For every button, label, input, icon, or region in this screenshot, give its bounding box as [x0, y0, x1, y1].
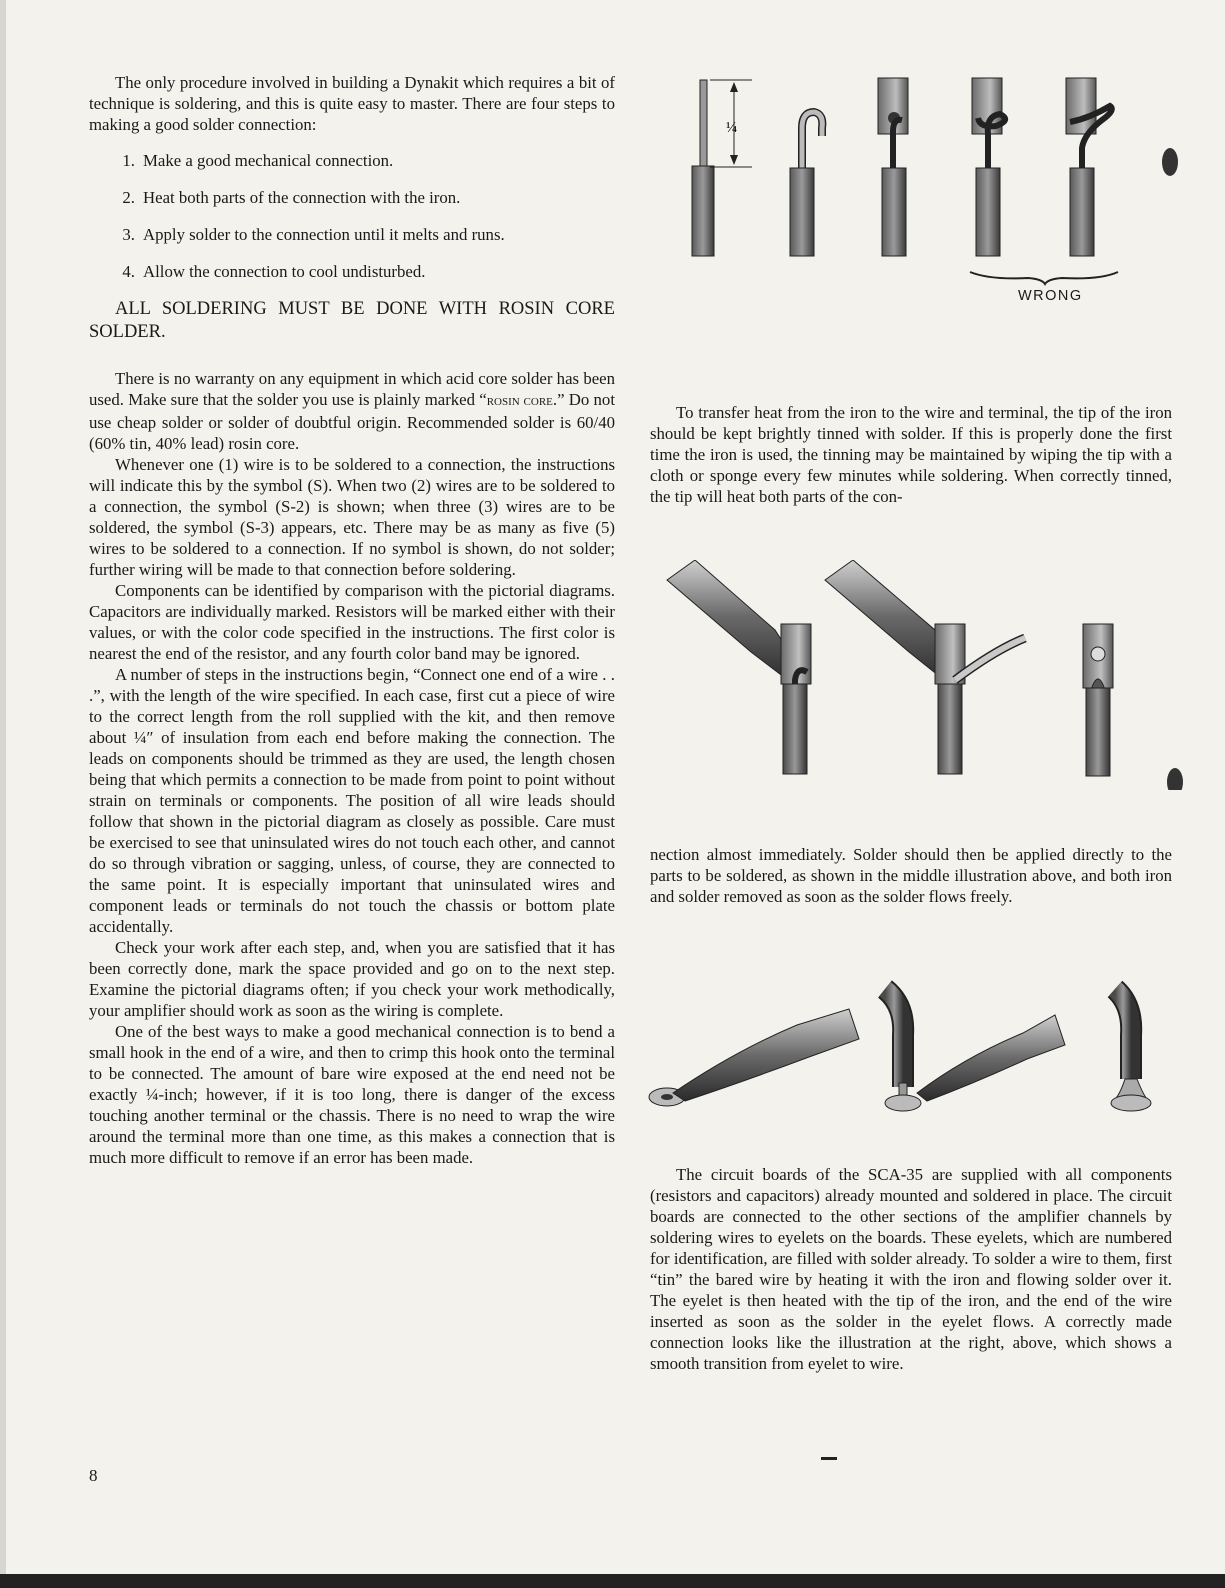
hook-connection-figure — [690, 70, 1210, 310]
wrapped-wire-terminal-icon — [972, 78, 1005, 256]
soldering-iron-icon — [667, 560, 811, 774]
warranty-paragraph: There is no warranty on any equipment in which acid core solder has been used. Make sure that the solder you use is plainly marked “rosin core.” Do not use cheap solder or solder of doubtful origin. Recommended solder is 60/40 (60% tin, 40% lead) rosin core. — [89, 369, 615, 453]
correct-hook-terminal-icon — [878, 78, 908, 256]
finished-joint-icon — [1083, 624, 1113, 776]
soldering-iron-with-solder-icon — [825, 560, 1025, 774]
wrong-label: WRONG — [1018, 288, 1083, 304]
hooked-wire-icon — [790, 112, 822, 256]
page-number: 8 — [89, 1466, 98, 1485]
scan-bottom-edge — [0, 1574, 1225, 1588]
eyelet-soldering-figure — [645, 975, 1165, 1125]
binder-hole-icon — [1167, 768, 1183, 790]
nection-paragraph: nection almost immediately. Solder should then be applied directly to the parts to be soldered, as shown in the middle illustration above, and both iron and solder removed as soon as the solder flows freely. — [650, 845, 1172, 906]
components-paragraph: Components can be identified by comparison with the pictorial diagrams. Capacitors are individually marked. Resistors will be marked either with their values, or with the color code specified in the instructions. The first color is nearest the end of the resistor, and any fourth color band may be ignored. — [89, 581, 615, 663]
circuit-boards-paragraph: The circuit boards of the SCA-35 are supplied with all components (resistors and capacitors) already mounted and soldered in place. The circuit boards are connected to the other sections of the amplifier channels by soldering wires to eyelets on the boards. These eyelets, which are numbered for identification, are filled with solder already. To solder a wire to them, first “tin” the bared wire by heating it with the iron and flowing solder over it. The eyelet is then heated with the tip of the iron, and the end of the wire inserted as soon as the solder in the eyelet flows. A correctly made connection looks like the illustration at the right, above, which shows a smooth transition from eyelet to wire. — [650, 1165, 1172, 1373]
page-edge — [0, 0, 6, 1588]
right-column-bottom — [650, 1164, 1172, 1374]
straight-wire-icon — [692, 80, 752, 256]
right-column-middle — [650, 844, 1172, 907]
completed-eyelet-joint-icon — [1111, 989, 1151, 1111]
intro-paragraph: The only procedure involved in building a Dynakit which requires a bit of technique is soldering, and this is quite easy to master. There are four steps to making a good solder connection: — [89, 73, 615, 134]
check-paragraph: Check your work after each step, and, when you are satisfied that it has been correctly done, mark the space provided and go on to the next step. Examine the pictorial diagrams often; if you check your work methodically, your amplifier should work as soon as the wiring is complete. — [89, 938, 615, 1020]
steps-list — [89, 150, 615, 282]
iron-on-terminal-figure — [655, 560, 1220, 790]
svg-text:¼: ¼ — [726, 120, 738, 136]
symbol-paragraph: Whenever one (1) wire is to be soldered to a connection, the instructions will indicate this by the symbol (S). When two (2) wires are to be soldered to a connection, the symbol (S-2) is shown; when three (3) wires are to be soldered, the symbol (S-3) appears, etc. There may be as many as five (5) wires to be soldered to a connection. If no symbol is shown, do not solder; further wiring will be made to that connection before soldering. — [89, 455, 615, 579]
iron-heating-eyelet-icon — [649, 1009, 859, 1106]
rosin-warning: ALL SOLDERING MUST BE DONE WITH ROSIN CORE SOLDER. — [89, 299, 615, 342]
hook-paragraph: One of the best ways to make a good mechanical connection is to bend a small hook in the end of a wire, and then to crimp this hook onto the terminal to be connected. The amount of bare wire exposed at the end need not be exactly ¼-inch; however, if it is too long, there is danger of the excess touching another terminal or the chassis. There is no need to wrap the wire around the terminal more than one time, as this makes a connection that is much more difficult to remove if an error has been made. — [89, 1022, 615, 1167]
wire-into-eyelet-icon — [885, 989, 1065, 1111]
binder-hole-icon — [1162, 148, 1178, 176]
brace-icon — [970, 272, 1118, 284]
wire-steps-paragraph: A number of steps in the instructions begin, “Connect one end of a wire . . .”, with the length of the wire specified. In each case, first cut a piece of wire to the correct length from the roll supplied with the kit, and then remove about ¼″ of insulation from each end before making the connection. The leads on components should be trimmed as they are used, the length chosen being that which permits a connection to be made from point to point without strain on terminals or components. The position of all wire leads should follow that shown in the pictorial diagram as closely as possible. Care must be exercised to see that uninsulated wires do not touch each other, and cannot do so through vibration or sagging, unless, of course, they are connected to the same point. It is especially important that uninsulated wires and component leads or terminals do not touch the chassis or bottom plate accidentally. — [89, 665, 615, 936]
step-item: 3. Apply solder to the connection until it melts and runs. — [122, 225, 505, 244]
right-column-top — [650, 402, 1172, 507]
step-item: 1. Make a good mechanical connection. — [122, 151, 394, 170]
left-column — [89, 72, 615, 1168]
transfer-heat-paragraph: To transfer heat from the iron to the wire and terminal, the tip of the iron should be kept brightly tinned with solder. If this is properly done the first time the iron is used, the tinning may be maintained by wiping the tip with a cloth or sponge every few minutes while soldering. When correctly tinned, the tip will heat both parts of the con- — [650, 403, 1172, 506]
step-item: 2. Heat both parts of the connection with the iron. — [122, 188, 461, 207]
step-item: 4. Allow the connection to cool undisturbed. — [122, 262, 426, 281]
page-mark — [821, 1457, 837, 1460]
excess-wire-terminal-icon — [1066, 78, 1112, 256]
